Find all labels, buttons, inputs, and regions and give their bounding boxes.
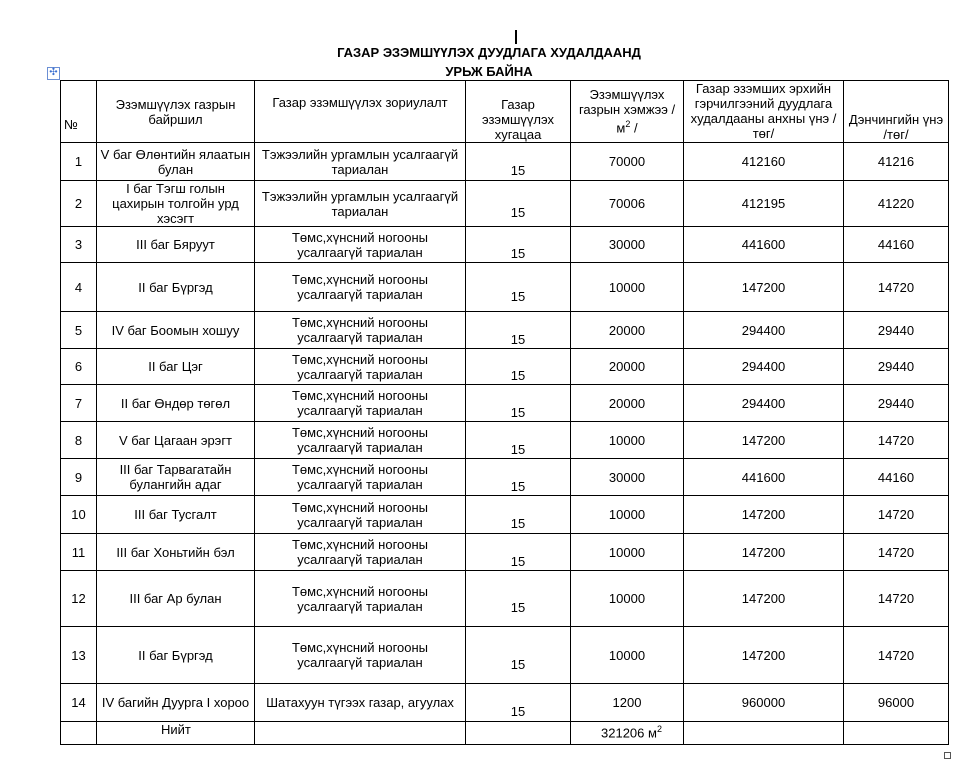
row-area: 70000	[571, 143, 684, 181]
row-num: 7	[61, 385, 97, 422]
row-step: 14720	[844, 422, 949, 459]
total-num	[61, 722, 97, 745]
row-purpose: Тэжээлийн ургамлын усалгаагүй тариалан	[255, 181, 466, 227]
row-location: III баг Тарвагатайн булангийн адаг	[97, 459, 255, 496]
text-cursor	[515, 30, 517, 44]
row-num: 5	[61, 312, 97, 349]
row-term: 15	[466, 349, 571, 385]
row-term: 15	[466, 684, 571, 722]
row-purpose: Төмс,хүнсний ногооны усалгаагүй тариалан	[255, 263, 466, 312]
table-row	[61, 143, 949, 181]
row-price: 294400	[684, 385, 844, 422]
table-resize-handle[interactable]	[944, 752, 951, 759]
total-area-text: 321206 м	[601, 725, 657, 741]
table-row	[61, 684, 949, 722]
table-row	[61, 181, 949, 227]
row-purpose: Шатахуун түгээх газар, агуулах	[255, 684, 466, 722]
row-term: 15	[466, 422, 571, 459]
row-location: III баг Бяруут	[97, 227, 255, 263]
row-num: 14	[61, 684, 97, 722]
row-step: 29440	[844, 312, 949, 349]
row-purpose: Төмс,хүнсний ногооны усалгаагүй тариалан	[255, 571, 466, 627]
row-num: 10	[61, 496, 97, 534]
row-location: II баг Бүргэд	[97, 627, 255, 684]
header-step: Дэнчингийн үнэ /төг/	[844, 81, 949, 143]
table-row	[61, 422, 949, 459]
row-area: 10000	[571, 496, 684, 534]
row-purpose: Төмс,хүнсний ногооны усалгаагүй тариалан	[255, 227, 466, 263]
row-area: 10000	[571, 534, 684, 571]
row-step: 41216	[844, 143, 949, 181]
table-row	[61, 571, 949, 627]
row-price: 294400	[684, 349, 844, 385]
table-row	[61, 496, 949, 534]
row-term: 15	[466, 312, 571, 349]
header-purpose: Газар эзэмшүүлэх зориулалт	[255, 81, 466, 143]
total-step	[844, 722, 949, 745]
table-row	[61, 534, 949, 571]
row-purpose: Төмс,хүнсний ногооны усалгаагүй тариалан	[255, 385, 466, 422]
row-area: 1200	[571, 684, 684, 722]
table-row	[61, 263, 949, 312]
row-purpose: Төмс,хүнсний ногооны усалгаагүй тариалан	[255, 349, 466, 385]
row-step: 14720	[844, 627, 949, 684]
table-row	[61, 227, 949, 263]
row-price: 412195	[684, 181, 844, 227]
row-purpose: Төмс,хүнсний ногооны усалгаагүй тариалан	[255, 534, 466, 571]
total-term	[466, 722, 571, 745]
row-step: 14720	[844, 571, 949, 627]
header-location: Эзэмшүүлэх газрын байршил	[97, 81, 255, 143]
header-term: Газар эзэмшүүлэх хугацаа	[466, 81, 571, 143]
row-step: 14720	[844, 496, 949, 534]
row-num: 1	[61, 143, 97, 181]
row-term: 15	[466, 534, 571, 571]
row-area: 20000	[571, 385, 684, 422]
row-area: 10000	[571, 263, 684, 312]
row-num: 12	[61, 571, 97, 627]
row-price: 147200	[684, 534, 844, 571]
row-location: II баг Цэг	[97, 349, 255, 385]
row-step: 14720	[844, 534, 949, 571]
table-row	[61, 312, 949, 349]
table-row	[61, 459, 949, 496]
row-price: 147200	[684, 496, 844, 534]
header-area-sup: 2	[625, 119, 631, 130]
row-area: 30000	[571, 227, 684, 263]
row-price: 412160	[684, 143, 844, 181]
row-location: I баг Тэгш голын цахирын толгойн урд хэсэгт	[97, 181, 255, 227]
row-term: 15	[466, 227, 571, 263]
row-step: 29440	[844, 349, 949, 385]
total-price	[684, 722, 844, 745]
row-price: 960000	[684, 684, 844, 722]
row-step: 14720	[844, 263, 949, 312]
row-price: 147200	[684, 422, 844, 459]
row-step: 44160	[844, 459, 949, 496]
row-term: 15	[466, 627, 571, 684]
row-price: 147200	[684, 571, 844, 627]
total-area	[571, 722, 684, 745]
row-location: III баг Тусгалт	[97, 496, 255, 534]
header-row	[61, 81, 949, 143]
header-num: №	[61, 81, 97, 143]
total-purpose	[255, 722, 466, 745]
row-location: III баг Хоньтийн бэл	[97, 534, 255, 571]
row-purpose: Төмс,хүнсний ногооны усалгаагүй тариалан	[255, 496, 466, 534]
table-row	[61, 349, 949, 385]
row-step: 41220	[844, 181, 949, 227]
row-location: IV багийн Дуурга I хороо	[97, 684, 255, 722]
auction-table	[60, 80, 949, 745]
header-area-tail: /	[630, 120, 638, 136]
total-label: Нийт	[97, 722, 255, 745]
row-step: 29440	[844, 385, 949, 422]
row-num: 9	[61, 459, 97, 496]
row-term: 15	[466, 571, 571, 627]
row-location: V баг Өлөнтийн ялаатын булан	[97, 143, 255, 181]
row-num: 2	[61, 181, 97, 227]
row-area: 30000	[571, 459, 684, 496]
document-title: ГАЗАР ЭЗЭМШҮҮЛЭХ ДУУДЛАГА ХУДАЛДААНД	[337, 45, 641, 60]
row-step: 96000	[844, 684, 949, 722]
row-purpose: Тэжээлийн ургамлын усалгаагүй тариалан	[255, 143, 466, 181]
row-area: 20000	[571, 312, 684, 349]
total-row	[61, 722, 949, 745]
row-location: II баг Бүргэд	[97, 263, 255, 312]
header-area-text: Эзэмшүүлэх газрын хэмжээ / м	[578, 87, 676, 136]
row-location: III баг Ар булан	[97, 571, 255, 627]
row-location: IV баг Боомын хошуу	[97, 312, 255, 349]
row-price: 441600	[684, 227, 844, 263]
row-purpose: Төмс,хүнсний ногооны усалгаагүй тариалан	[255, 422, 466, 459]
row-num: 8	[61, 422, 97, 459]
row-location: II баг Өндөр төгөл	[97, 385, 255, 422]
row-num: 4	[61, 263, 97, 312]
table-move-handle-icon[interactable]: ✣	[47, 67, 60, 80]
row-purpose: Төмс,хүнсний ногооны усалгаагүй тариалан	[255, 459, 466, 496]
row-area: 20000	[571, 349, 684, 385]
total-area-sup: 2	[656, 724, 662, 734]
document-subtitle: УРЬЖ БАЙНА	[445, 64, 533, 79]
row-num: 11	[61, 534, 97, 571]
row-area: 10000	[571, 422, 684, 459]
row-price: 294400	[684, 312, 844, 349]
row-area: 10000	[571, 571, 684, 627]
row-purpose: Төмс,хүнсний ногооны усалгаагүй тариалан	[255, 627, 466, 684]
table-row	[61, 627, 949, 684]
row-term: 15	[466, 496, 571, 534]
row-price: 441600	[684, 459, 844, 496]
row-area: 70006	[571, 181, 684, 227]
table-row	[61, 385, 949, 422]
row-num: 6	[61, 349, 97, 385]
row-location: V баг Цагаан эрэгт	[97, 422, 255, 459]
row-price: 147200	[684, 263, 844, 312]
row-term: 15	[466, 181, 571, 227]
row-num: 3	[61, 227, 97, 263]
row-term: 15	[466, 143, 571, 181]
header-area	[571, 81, 684, 143]
row-num: 13	[61, 627, 97, 684]
row-term: 15	[466, 459, 571, 496]
row-area: 10000	[571, 627, 684, 684]
row-term: 15	[466, 385, 571, 422]
row-step: 44160	[844, 227, 949, 263]
row-purpose: Төмс,хүнсний ногооны усалгаагүй тариалан	[255, 312, 466, 349]
row-price: 147200	[684, 627, 844, 684]
row-term: 15	[466, 263, 571, 312]
header-price: Газар эзэмших эрхийн гэрчилгээний дуудлага худалдааны анхны үнэ /төг/	[684, 81, 844, 143]
